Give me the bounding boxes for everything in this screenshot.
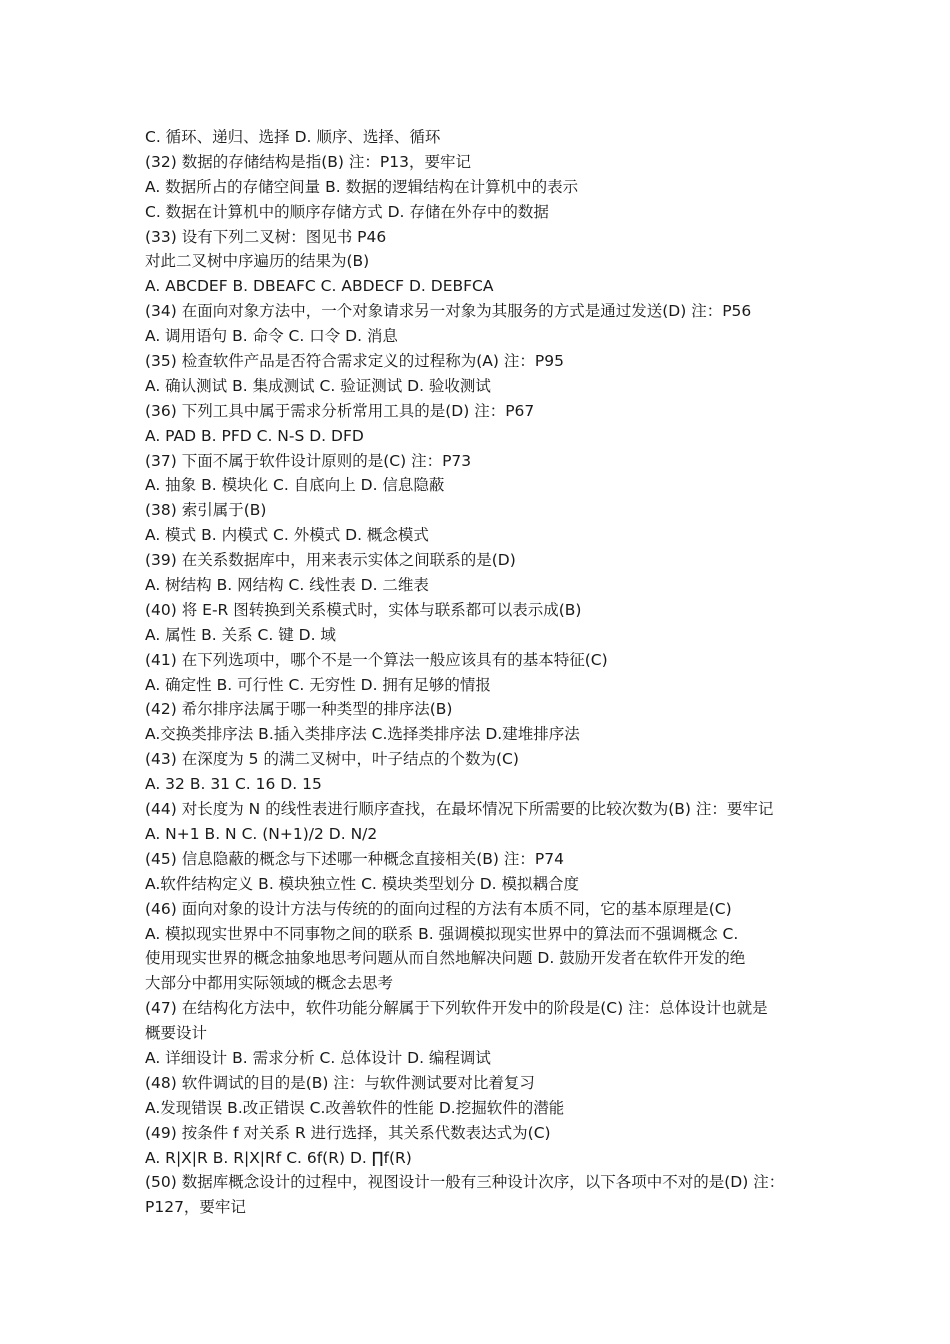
document-body <box>145 125 820 1220</box>
text-line: A. 详细设计 B. 需求分析 C. 总体设计 D. 编程调试 <box>145 1048 491 1067</box>
text-line: A. 确认测试 B. 集成测试 C. 验证测试 D. 验收测试 <box>145 376 491 395</box>
text-line: A. 属性 B. 关系 C. 键 D. 域 <box>145 625 336 644</box>
text-line: A. PAD B. PFD C. N-S D. DFD <box>145 426 364 445</box>
text-line: 概要设计 <box>145 1024 208 1043</box>
text-line: A. N+1 B. N C. (N+1)/2 D. N/2 <box>145 824 378 843</box>
text-line: A. 抽象 B. 模块化 C. 自底向上 D. 信息隐蔽 <box>145 476 445 495</box>
text-line: C. 循环、递归、选择 D. 顺序、选择、循环 <box>145 128 441 146</box>
text-line: (48) 软件调试的目的是(B) 注：与软件测试要对比着复习 <box>145 1073 535 1092</box>
text-line: A. 调用语句 B. 命令 C. 口令 D. 消息 <box>145 327 398 346</box>
text-line: C. 数据在计算机中的顺序存储方式 D. 存储在外存中的数据 <box>145 202 549 221</box>
text-line: (43) 在深度为 5 的满二叉树中，叶子结点的个数为(C) <box>145 750 519 769</box>
text-line: A. 32 B. 31 C. 16 D. 15 <box>145 775 322 794</box>
text-line: (36) 下列工具中属于需求分析常用工具的是(D) 注：P67 <box>145 401 535 420</box>
text-line: (32) 数据的存储结构是指(B) 注：P13，要牢记 <box>145 152 471 171</box>
text-line: (45) 信息隐蔽的概念与下述哪一种概念直接相关(B) 注：P74 <box>145 849 564 868</box>
text-line: A. 模拟现实世界中不同事物之间的联系 B. 强调模拟现实世界中的算法而不强调概念 C. <box>145 924 739 943</box>
text-line: A.发现错误 B.改正错误 C.改善软件的性能 D.挖掘软件的潜能 <box>145 1098 565 1117</box>
text-line: A. 树结构 B. 网结构 C. 线性表 D. 二维表 <box>145 576 429 595</box>
text-line: A. 数据所占的存储空间量 B. 数据的逻辑结构在计算机中的表示 <box>145 177 579 196</box>
text-line: (50) 数据库概念设计的过程中，视图设计一般有三种设计次序，以下各项中不对的是(D) 注： <box>145 1173 785 1192</box>
text-line: (34) 在面向对象方法中，一个对象请求另一对象为其服务的方式是通过发送(D) 注：P56 <box>145 302 752 321</box>
text-line: (41) 在下列选项中，哪个不是一个算法一般应该具有的基本特征(C) <box>145 650 608 669</box>
text-line: (39) 在关系数据库中，用来表示实体之间联系的是(D) <box>145 551 516 570</box>
text-line: (38) 索引属于(B) <box>145 501 267 520</box>
text-line: (47) 在结构化方法中，软件功能分解属于下列软件开发中的阶段是(C) 注：总体设计也就是 <box>145 999 768 1018</box>
text-line: (46) 面向对象的设计方法与传统的的面向过程的方法有本质不同，它的基本原理是(C) <box>145 899 732 918</box>
text-line: (40) 将 E-R 图转换到关系模式时，实体与联系都可以表示成(B) <box>145 600 582 619</box>
text-line: P127，要牢记 <box>145 1198 246 1217</box>
text-line: 对此二叉树中序遍历的结果为(B) <box>145 252 370 271</box>
text-line: (49) 按条件 f 对关系 R 进行选择，其关系代数表达式为(C) <box>145 1123 551 1142</box>
text-line: A. ABCDEF B. DBEAFC C. ABDECF D. DEBFCA <box>145 277 494 296</box>
text-line: (37) 下面不属于软件设计原则的是(C) 注：P73 <box>145 451 472 470</box>
text-line: (33) 设有下列二叉树：图见书 P46 <box>145 227 387 246</box>
text-line: (44) 对长度为 N 的线性表进行顺序查找，在最坏情况下所需要的比较次数为(B) 注：要牢记 <box>145 800 774 819</box>
text-line: A.交换类排序法 B.插入类排序法 C.选择类排序法 D.建堆排序法 <box>145 725 580 744</box>
text-line: (42) 希尔排序法属于哪一种类型的排序法(B) <box>145 700 453 719</box>
text-line: 大部分中都用实际领域的概念去思考 <box>145 974 394 993</box>
text-line: (35) 检查软件产品是否符合需求定义的过程称为(A) 注：P95 <box>145 352 564 371</box>
text-line: A.软件结构定义 B. 模块独立性 C. 模块类型划分 D. 模拟耦合度 <box>145 874 579 893</box>
text-line: 使用现实世界的概念抽象地思考问题从而自然地解决问题 D. 鼓励开发者在软件开发的绝 <box>145 949 746 968</box>
text-line: A. R|X|R B. R|X|Rf C. 6f(R) D. ∏f(R) <box>145 1148 412 1167</box>
text-line: A. 模式 B. 内模式 C. 外模式 D. 概念模式 <box>145 526 429 545</box>
text-line: A. 确定性 B. 可行性 C. 无穷性 D. 拥有足够的情报 <box>145 675 491 694</box>
